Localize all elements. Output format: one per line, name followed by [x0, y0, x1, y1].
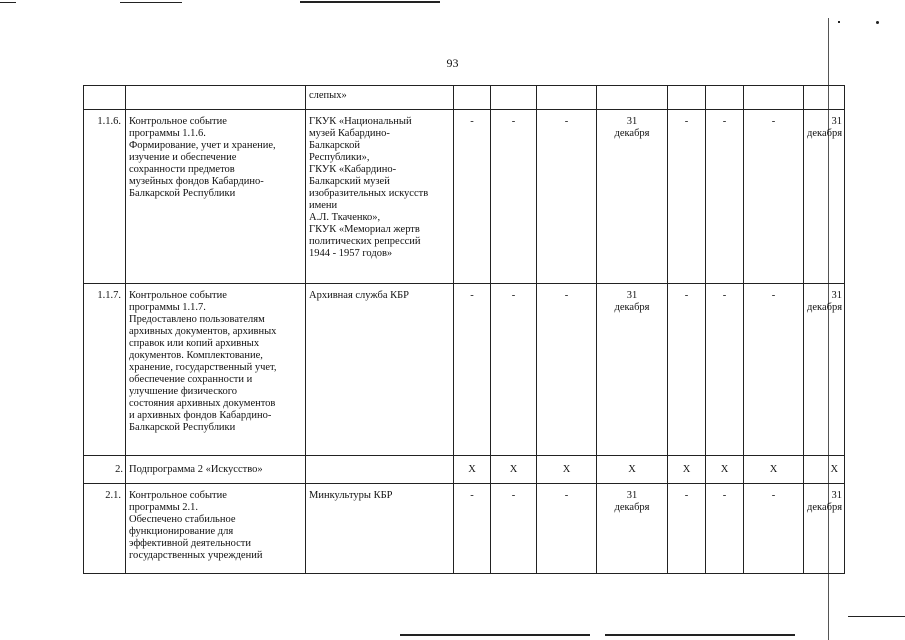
row-number-cell: 1.1.7. — [84, 284, 126, 456]
term-cell-8: 31 декабря — [807, 490, 843, 513]
term-cell-6: - — [722, 290, 727, 301]
term-cell-2: X — [509, 463, 518, 475]
term-cell-3: - — [564, 490, 569, 501]
term-cell-4: 31 декабря — [614, 116, 650, 139]
row-number-cell: 2.1. — [84, 484, 126, 574]
table-row — [84, 484, 845, 574]
row-number-cell: 2. — [84, 456, 126, 484]
control-events-table — [83, 85, 845, 574]
term-cell-4: 31 декабря — [614, 290, 650, 313]
term-cell-6: X — [720, 463, 729, 475]
term-cell-1: - — [470, 490, 474, 501]
executor-cell: ГКУК «Национальный музей Кабардино- Балкарской Республики», ГКУК «Кабардино- Балкарский музей изобразительных искусств имени А.Л. Ткаченко», ГКУК «Мемориал жертв политических репрессий 1944 - 1957 годов» — [309, 116, 429, 259]
term-cell-1: - — [470, 116, 474, 127]
event-name-cell: Контрольное событие программы 1.1.6. Формирование, учет и хранение, изучение и обеспечение сохранности предметов музейных фондов Кабардино- Балкарской Республики — [129, 116, 276, 199]
event-name-cell: Контрольное событие программы 2.1. Обеспечено стабильное функционирование для эффективной деятельности государственных учреждений — [129, 490, 263, 561]
term-cell-5: - — [684, 116, 689, 127]
term-cell-6: - — [722, 490, 727, 501]
page-number: 93 — [446, 56, 459, 70]
term-cell-5: X — [682, 463, 691, 475]
executor-cell: слепых» — [309, 90, 347, 101]
scan-artifact-bottom-2 — [605, 634, 795, 636]
event-name-cell: Контрольное событие программы 1.1.7. Предоставлено пользователям архивных документов, архивных справок или копий архивных документов. Комплектование, хранение, государственный учет, обеспечение сохранности и улучшение физического состояния архивных документов и архивных фондов Кабардино- Балкарской Республики — [129, 290, 277, 433]
term-cell-2: - — [511, 290, 516, 301]
term-cell-2: - — [511, 490, 516, 501]
term-cell-1: X — [468, 463, 476, 475]
term-cell-8: 31 декабря — [807, 290, 843, 313]
term-cell-4: 31 декабря — [614, 490, 650, 513]
table-row — [84, 86, 845, 110]
term-cell-8: 31 декабря — [807, 116, 843, 139]
term-cell-4: X — [628, 463, 636, 475]
scan-artifact-top-left — [0, 2, 16, 3]
term-cell-5: - — [684, 290, 689, 301]
term-cell-7: - — [771, 490, 776, 501]
scan-artifact-dot-1 — [838, 21, 840, 23]
term-cell-7: - — [771, 290, 776, 301]
scan-artifact-bottom-1 — [400, 634, 590, 636]
scan-artifact-dot-2 — [876, 21, 879, 24]
term-cell-7: - — [771, 116, 776, 127]
term-cell-8: X — [830, 463, 839, 475]
term-cell-3: X — [562, 463, 571, 475]
event-name-cell: Подпрограмма 2 «Искусство» — [129, 463, 263, 475]
executor-cell: Архивная служба КБР — [309, 290, 410, 301]
row-number-cell — [84, 86, 126, 110]
scan-artifact-top-2 — [300, 1, 440, 3]
scan-artifact-bottom-3 — [848, 616, 905, 617]
term-cell-7: X — [769, 463, 778, 475]
table-row — [84, 110, 845, 284]
term-cell-1: - — [470, 290, 474, 301]
row-number-cell: 1.1.6. — [84, 110, 126, 284]
subprogram-row — [84, 456, 845, 484]
table-row — [84, 284, 845, 456]
term-cell-2: - — [511, 116, 516, 127]
term-cell-3: - — [564, 290, 569, 301]
term-cell-6: - — [722, 116, 727, 127]
executor-cell: Минкультуры КБР — [309, 490, 393, 501]
scan-artifact-top-1 — [120, 2, 182, 3]
term-cell-3: - — [564, 116, 569, 127]
term-cell-5: - — [684, 490, 689, 501]
